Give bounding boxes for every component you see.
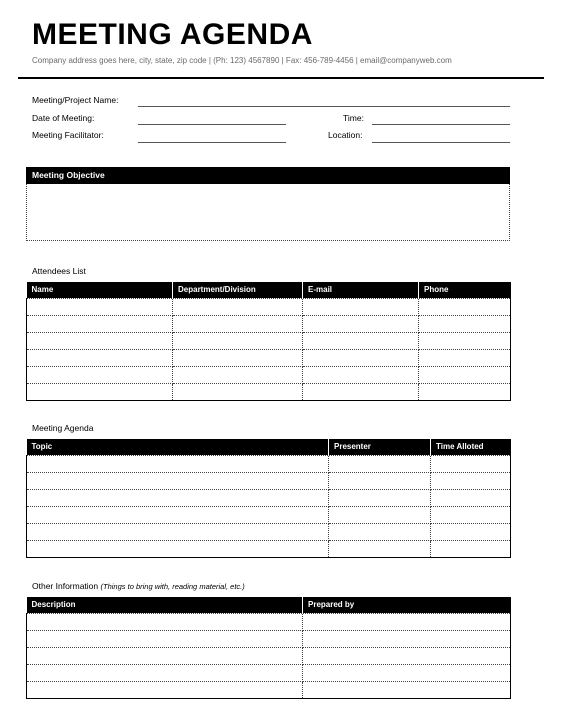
other-info-note: (Things to bring with, reading material, etc.) — [100, 582, 245, 591]
date-field[interactable] — [138, 124, 286, 125]
table-cell[interactable] — [173, 315, 303, 332]
table-cell[interactable] — [303, 366, 419, 383]
table-cell[interactable] — [173, 349, 303, 366]
table-cell[interactable] — [173, 332, 303, 349]
project-name-label: Meeting/Project Name: — [32, 95, 119, 105]
table-row — [27, 315, 511, 332]
table-cell[interactable] — [27, 366, 173, 383]
table-row — [27, 540, 511, 557]
col-prepared-by: Prepared by — [303, 597, 511, 613]
project-name-field[interactable] — [138, 106, 510, 107]
table-cell[interactable] — [27, 332, 173, 349]
table-cell[interactable] — [419, 315, 511, 332]
table-cell[interactable] — [329, 506, 431, 523]
table-row — [27, 349, 511, 366]
table-cell[interactable] — [303, 681, 511, 698]
col-phone: Phone — [419, 282, 511, 298]
facilitator-label: Meeting Facilitator: — [32, 130, 104, 140]
company-contact-line: Company address goes here, city, state, zip code | (Ph: 123) 4567890 | Fax: 456-789-4456 | email@companyweb.com — [32, 56, 452, 65]
table-cell[interactable] — [303, 315, 419, 332]
table-cell[interactable] — [431, 472, 511, 489]
table-row — [27, 523, 511, 540]
table-cell[interactable] — [27, 472, 329, 489]
table-cell[interactable] — [303, 383, 419, 400]
agenda-table — [26, 439, 511, 558]
table-row — [27, 664, 511, 681]
table-row — [27, 298, 511, 315]
col-email: E-mail — [303, 282, 419, 298]
table-cell[interactable] — [27, 455, 329, 472]
objective-textbox[interactable] — [26, 184, 510, 241]
table-cell[interactable] — [303, 613, 511, 630]
table-row — [27, 455, 511, 472]
table-cell[interactable] — [419, 298, 511, 315]
table-cell[interactable] — [329, 472, 431, 489]
col-department: Department/Division — [173, 282, 303, 298]
table-row — [27, 366, 511, 383]
agenda-title: Meeting Agenda — [32, 423, 94, 433]
table-cell[interactable] — [27, 523, 329, 540]
table-cell[interactable] — [419, 349, 511, 366]
table-cell[interactable] — [27, 540, 329, 557]
table-cell[interactable] — [329, 455, 431, 472]
date-label: Date of Meeting: — [32, 113, 95, 123]
table-row — [27, 506, 511, 523]
table-cell[interactable] — [329, 540, 431, 557]
table-cell[interactable] — [303, 332, 419, 349]
table-cell[interactable] — [431, 506, 511, 523]
table-cell[interactable] — [419, 366, 511, 383]
table-cell[interactable] — [303, 664, 511, 681]
location-field[interactable] — [372, 142, 510, 143]
table-row — [27, 613, 511, 630]
table-row — [27, 472, 511, 489]
header-divider — [18, 77, 544, 79]
table-row — [27, 647, 511, 664]
table-cell[interactable] — [27, 349, 173, 366]
col-name: Name — [27, 282, 173, 298]
objective-heading: Meeting Objective — [26, 167, 510, 184]
table-cell[interactable] — [27, 315, 173, 332]
other-info-title — [32, 581, 245, 591]
table-row — [27, 489, 511, 506]
table-cell[interactable] — [27, 630, 303, 647]
table-cell[interactable] — [27, 489, 329, 506]
table-cell[interactable] — [329, 489, 431, 506]
col-topic: Topic — [27, 439, 329, 455]
table-cell[interactable] — [173, 366, 303, 383]
table-row — [27, 681, 511, 698]
table-cell[interactable] — [173, 383, 303, 400]
page-title: MEETING AGENDA — [32, 18, 313, 51]
table-cell[interactable] — [431, 489, 511, 506]
table-row — [27, 383, 511, 400]
location-label: Location: — [328, 130, 363, 140]
col-presenter: Presenter — [329, 439, 431, 455]
table-cell[interactable] — [27, 681, 303, 698]
col-time-alloted: Time Alloted — [431, 439, 511, 455]
table-cell[interactable] — [431, 523, 511, 540]
table-cell[interactable] — [419, 383, 511, 400]
table-cell[interactable] — [303, 349, 419, 366]
table-cell[interactable] — [431, 540, 511, 557]
table-cell[interactable] — [27, 506, 329, 523]
table-cell[interactable] — [173, 298, 303, 315]
table-row — [27, 630, 511, 647]
table-cell[interactable] — [303, 630, 511, 647]
attendees-table — [26, 282, 511, 401]
table-cell[interactable] — [329, 523, 431, 540]
col-description: Description — [27, 597, 303, 613]
table-cell[interactable] — [27, 383, 173, 400]
other-info-table — [26, 597, 511, 699]
table-cell[interactable] — [27, 647, 303, 664]
table-cell[interactable] — [303, 298, 419, 315]
table-cell[interactable] — [27, 664, 303, 681]
facilitator-field[interactable] — [138, 142, 286, 143]
table-cell[interactable] — [431, 455, 511, 472]
table-row — [27, 332, 511, 349]
table-cell[interactable] — [303, 647, 511, 664]
table-cell[interactable] — [27, 298, 173, 315]
table-cell[interactable] — [27, 613, 303, 630]
time-label: Time: — [343, 113, 364, 123]
table-cell[interactable] — [419, 332, 511, 349]
time-field[interactable] — [372, 124, 510, 125]
attendees-title: Attendees List — [32, 266, 86, 276]
other-info-label: Other Information — [32, 581, 99, 591]
